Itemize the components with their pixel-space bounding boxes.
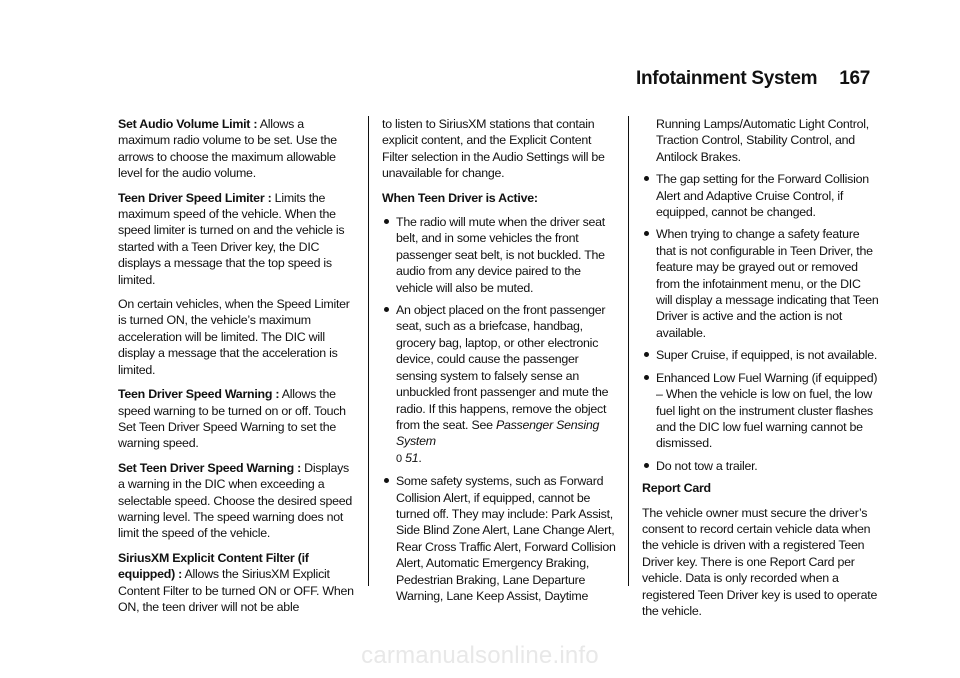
paragraph [118,190,356,288]
bullet-item: An object placed on the front passenger seat, such as a briefcase, handbag, grocery bag, laptop, or other electronic device, could cause the passenger sensing system to falsely sense an unbuckled front passenger and mute the radio. If this happens, remove the object from the seat. See Passenger Sensing System 0 51. [382,302,620,467]
term: Teen Driver Speed Limiter : [118,190,272,205]
bullet-item: When trying to change a safety feature that is not configurable in Teen Driver, the feature may be grayed out or removed from the infotainment menu, or the DIC will display a message indicating that Teen Driver is active and the action is not available. [642,226,880,341]
bullet-item: Super Cruise, if equipped, is not available. [642,347,880,363]
definition: Allows the speed warning to be turned on or off. Touch Set Teen Driver Speed Warning to set the warning speed. [118,387,346,451]
term: Teen Driver Speed Warning : [118,387,280,402]
definition: Displays a warning in the DIC when exceeding a selectable speed. Choose the desired speed warning level. The speed warning does not limit the speed of the vehicle. [118,460,353,541]
paragraph [118,550,356,616]
bullet-item: Some safety systems, such as Forward Collision Alert, if equipped, cannot be turned off. They may include: Park Assist, Side Blind Zone Alert, Lane Change Alert, Rear Cross Traffic Alert, Forward Collision Alert, Automatic Emergency Braking, Pedestrian Braking, Lane Departure Warning, Lane Keep Assist, Daytime [382,473,620,604]
subheading: Report Card [642,481,711,496]
paragraph: to listen to SiriusXM stations that contain explicit content, and the Explicit Content Filter selection in the Audio Settings will be unavailable for change. [382,117,605,181]
paragraph [118,116,356,182]
column-2 [382,116,620,610]
page-reference[interactable]: 51 [405,450,419,465]
subheading: When Teen Driver is Active: [382,190,538,205]
paragraph: The vehicle owner must secure the driver’s consent to record certain vehicle data when the vehicle is driven with a registered Teen Driver key. There is one Report Card per vehicle. Data is only recorded when a registered Teen Driver key is used to operate the vehicle. [642,505,878,618]
definition: Allows the SiriusXM Explicit Content Filter to be turned ON or OFF. When ON, the teen driver will not be able [118,567,354,614]
column-divider [368,116,369,586]
bullet-continuation: Running Lamps/Automatic Light Control, Traction Control, Stability Control, and Antilock Brakes. [656,117,869,164]
page-ref-arrow-icon: 0 [396,452,402,465]
page-number: 167 [839,68,870,89]
column-divider [628,116,629,586]
section-title: Infotainment System [636,68,818,89]
bullet-item: The radio will mute when the driver seat belt, and in some vehicles the front passenger seat belt, is not buckled. The audio from any device paired to the vehicle will also be muted. [382,214,620,296]
cross-reference-link[interactable]: Passenger Sensing System [396,417,600,449]
paragraph [118,460,356,542]
definition: Limits the maximum speed of the vehicle. When the speed limiter is turned on and the vehicle is started with a Teen Driver key, the DIC displays a message that the top speed is limited. [118,190,345,287]
bullet-item: Do not tow a trailer. [642,458,880,474]
column-1 [118,116,356,623]
watermark: carmanualsonline.info [361,642,599,669]
bullet-item: Enhanced Low Fuel Warning (if equipped) – When the vehicle is low on fuel, the low fuel light on the instrument cluster flashes and the DIC low fuel warning cannot be dismissed. [642,370,880,452]
term: SiriusXM Explicit Content Filter (if equipped) : [118,550,309,582]
term: Set Teen Driver Speed Warning : [118,460,301,475]
paragraph [118,386,356,452]
page-header [636,68,870,90]
definition: Allows a maximum radio volume to be set. Use the arrows to choose the maximum allowable level for the audio volume. [118,117,337,181]
term: Set Audio Volume Limit : [118,117,258,131]
column-3 [642,116,880,627]
paragraph: On certain vehicles, when the Speed Limiter is turned ON, the vehicle’s maximum acceleration will be limited. The DIC will display a message that the acceleration is limited. [118,297,350,377]
bullet-item: The gap setting for the Forward Collision Alert and Adaptive Cruise Control, if equipped, cannot be changed. [642,171,880,220]
